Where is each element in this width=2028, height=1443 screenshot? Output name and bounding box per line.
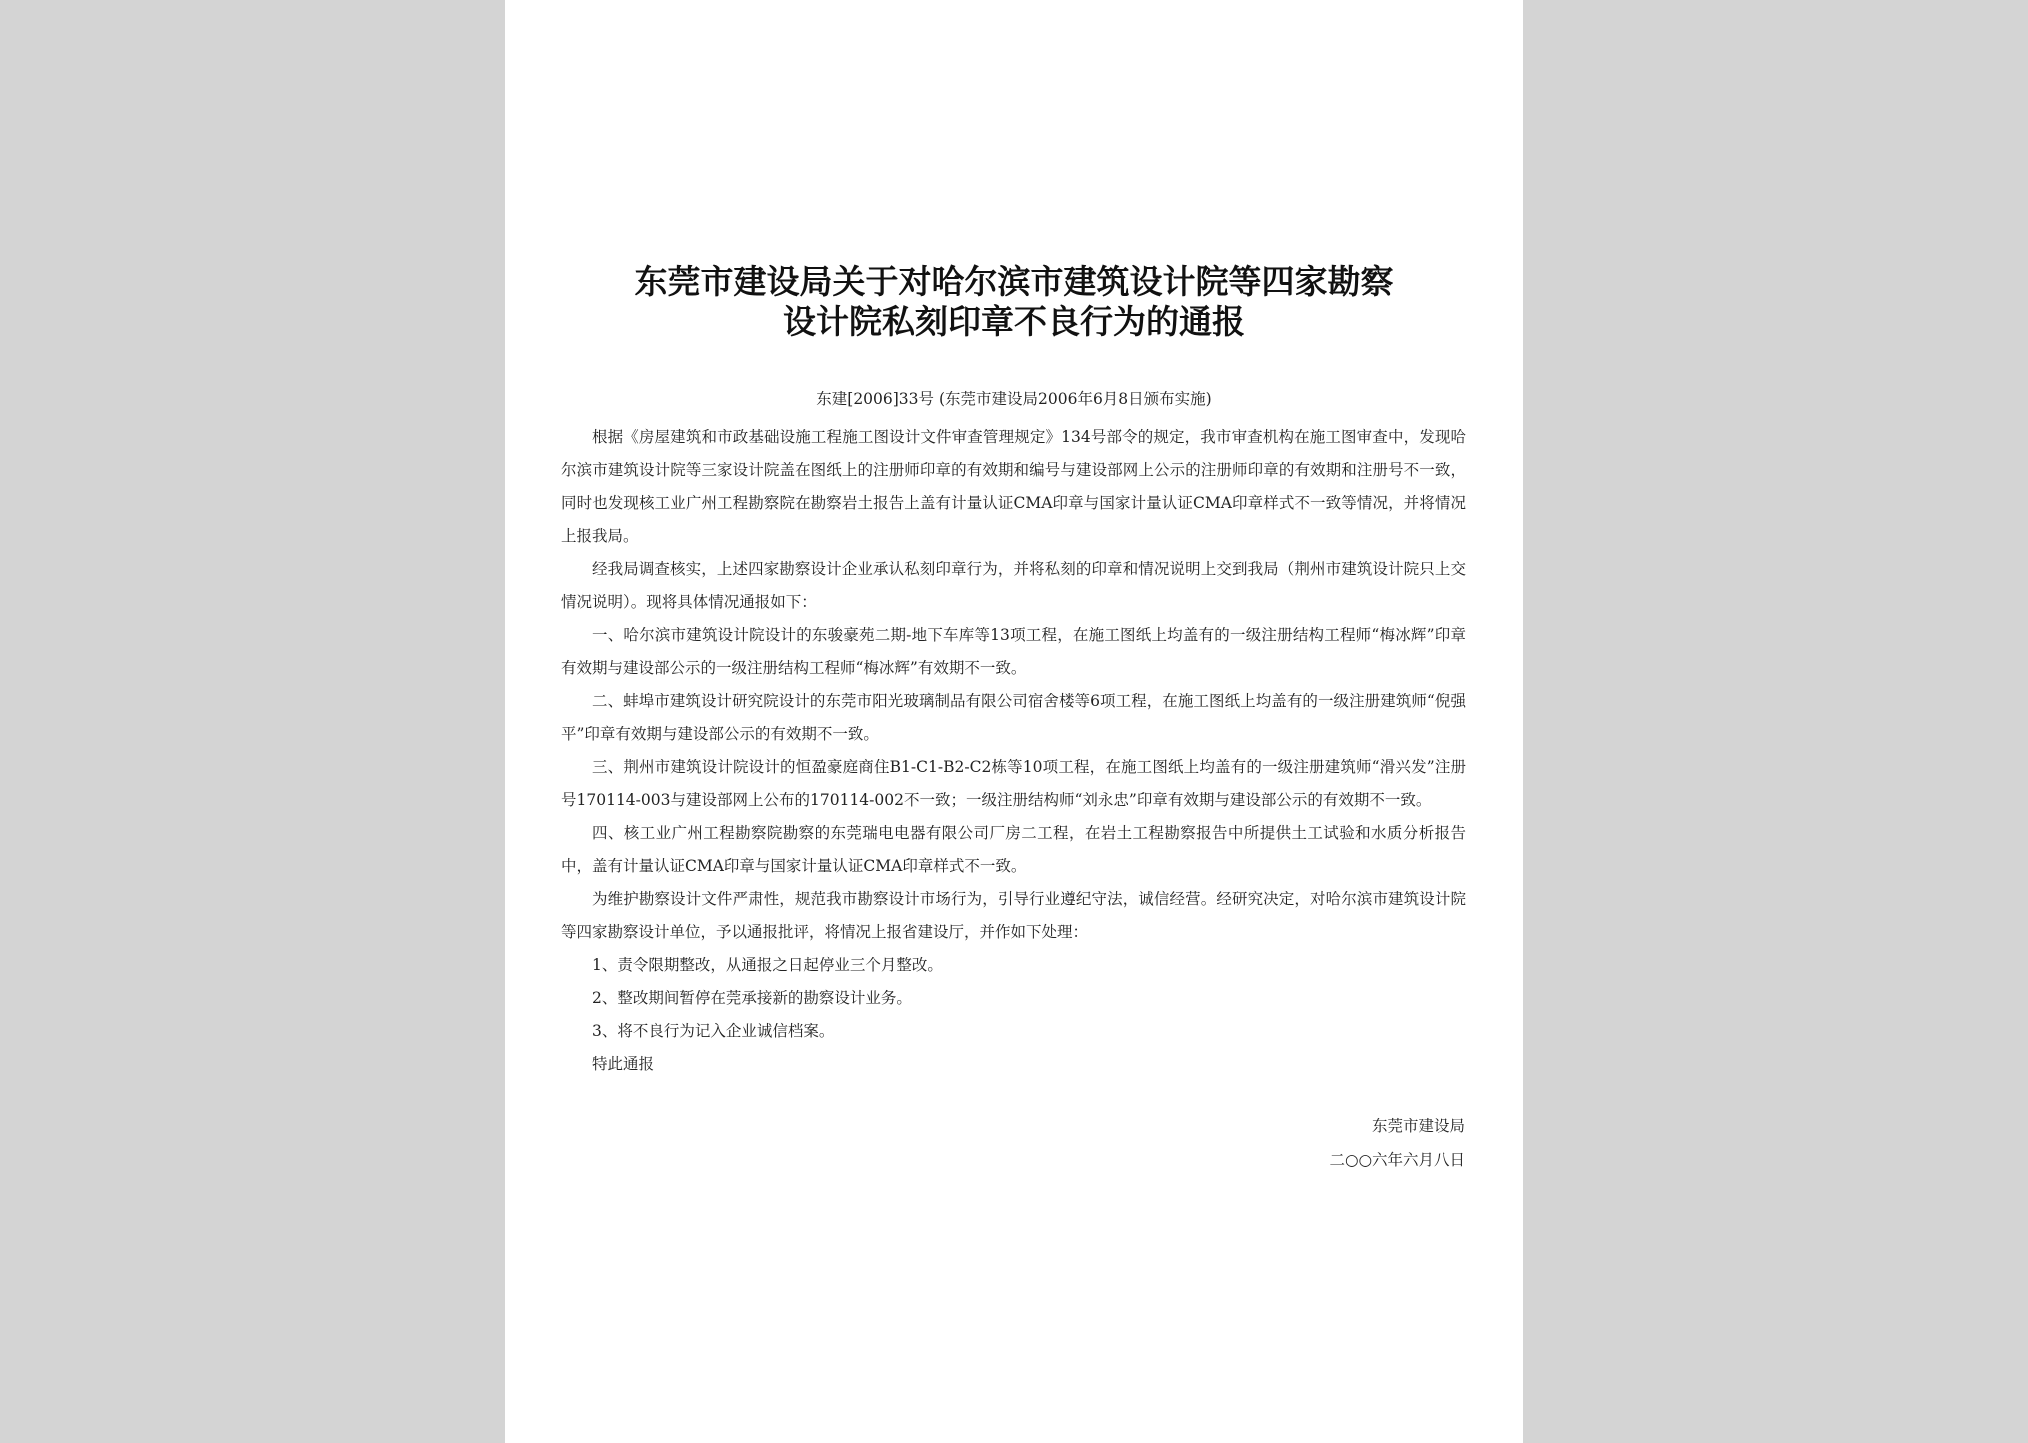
document-body	[561, 421, 1466, 1081]
title-line-1: 东莞市建设局关于对哈尔滨市建筑设计院等四家勘察	[634, 262, 1394, 301]
document-page	[505, 0, 1523, 1443]
issue-date: 二○○六年六月八日	[1329, 1151, 1465, 1169]
penalty-2: 2、整改期间暂停在莞承接新的勘察设计业务。	[592, 989, 912, 1007]
paragraph-item-2: 二、蚌埠市建筑设计研究院设计的东莞市阳光玻璃制品有限公司宿舍楼等6项工程，在施工图纸上均盖有的一级注册建筑师“倪强平”印章有效期与建设部公示的有效期不一致。	[561, 692, 1466, 743]
paragraph-decision: 为维护勘察设计文件严肃性，规范我市勘察设计市场行为，引导行业遵纪守法，诚信经营。经研究决定，对哈尔滨市建筑设计院等四家勘察设计单位，予以通报批评，将情况上报省建设厅，并作如下处理：	[561, 890, 1466, 941]
issuer-name: 东莞市建设局	[1371, 1117, 1465, 1135]
paragraph-item-1: 一、哈尔滨市建筑设计院设计的东骏豪苑二期-地下车库等13项工程，在施工图纸上均盖有的一级注册结构工程师“梅冰辉”印章有效期与建设部公示的一级注册结构工程师“梅冰辉”有效期不一致。	[561, 626, 1466, 677]
paragraph-item-4: 四、核工业广州工程勘察院勘察的东莞瑞电电器有限公司厂房二工程，在岩土工程勘察报告中所提供土工试验和水质分析报告中，盖有计量认证CMA印章与国家计量认证CMA印章样式不一致。	[561, 824, 1466, 875]
title-line-2: 设计院私刻印章不良行为的通报	[783, 302, 1245, 341]
document-number: 东建[2006]33号 (东莞市建设局2006年6月8日颁布实施)	[816, 390, 1212, 408]
paragraph-investigation: 经我局调查核实，上述四家勘察设计企业承认私刻印章行为，并将私刻的印章和情况说明上交到我局（荆州市建筑设计院只上交情况说明）。现将具体情况通报如下：	[561, 560, 1466, 611]
paragraph-intro: 根据《房屋建筑和市政基础设施工程施工图设计文件审查管理规定》134号部令的规定，我市审查机构在施工图审查中，发现哈尔滨市建筑设计院等三家设计院盖在图纸上的注册师印章的有效期和编号与建设部网上公示的注册师印章的有效期和注册号不一致，同时也发现核工业广州工程勘察院在勘察岩土报告上盖有计量认证CMA印章与国家计量认证CMA印章样式不一致等情况，并将情况上报我局。	[561, 428, 1466, 545]
penalty-3: 3、将不良行为记入企业诚信档案。	[592, 1022, 835, 1040]
signature-block	[1329, 1109, 1465, 1177]
paragraph-item-3: 三、荆州市建筑设计院设计的恒盈豪庭商住B1-C1-B2-C2栋等10项工程，在施工图纸上均盖有的一级注册建筑师“滑兴发”注册号170114-003与建设部网上公布的170114-002不一致；一级注册结构师“刘永忠”印章有效期与建设部公示的有效期不一致。	[561, 758, 1466, 809]
document-title	[505, 262, 1523, 342]
closing-line: 特此通报	[592, 1055, 655, 1073]
penalty-1: 1、责令限期整改，从通报之日起停业三个月整改。	[592, 956, 943, 974]
